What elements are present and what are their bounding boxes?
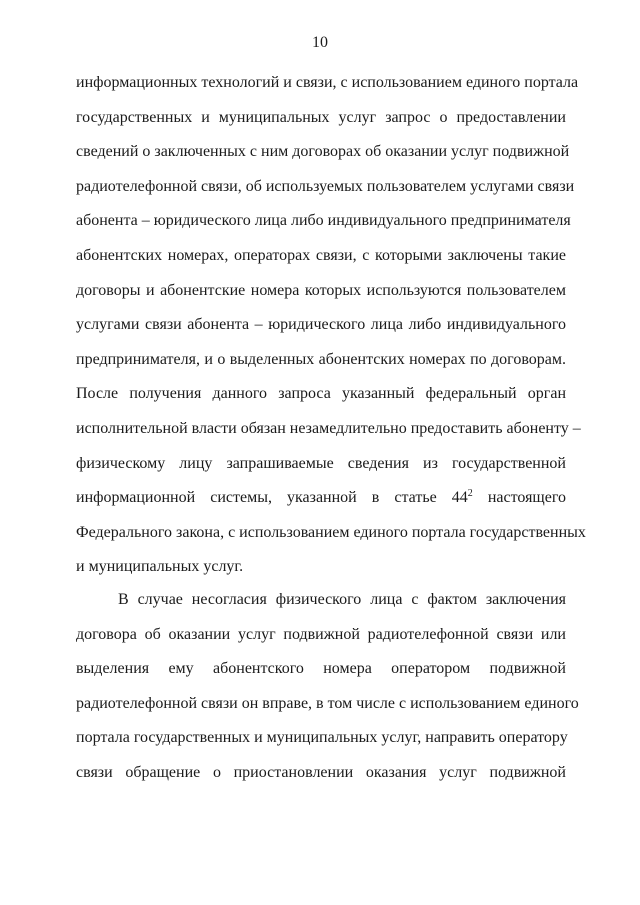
- text-line: абонента – юридического лица либо индивидуального предпринимателя: [76, 212, 571, 230]
- paragraph-2: [76, 583, 579, 791]
- article-superscript: 2: [467, 488, 473, 500]
- text-line: После получения данного запроса указанный федеральный орган: [76, 385, 566, 403]
- text-line-part: информационной системы, указанной в статье 44: [76, 489, 468, 507]
- text-line: портала государственных и муниципальных услуг, направить оператору: [76, 729, 568, 747]
- text-line: сведений о заключенных с ним договорах об оказании услуг подвижной: [76, 143, 570, 161]
- text-line-last: и муниципальных услуг.: [76, 558, 244, 576]
- text-line-part: настоящего: [472, 489, 567, 507]
- text-line: договоры и абонентские номера которых используются пользователем: [76, 281, 566, 299]
- paragraph-1: [76, 66, 586, 585]
- text-line: Федерального закона, с использованием единого портала государственных: [76, 523, 586, 541]
- text-line: государственных и муниципальных услуг запрос о предоставлении: [76, 108, 566, 126]
- text-line: услугами связи абонента – юридического лица либо индивидуального: [76, 316, 566, 334]
- page-number: 10: [312, 34, 328, 51]
- text-line: радиотелефонной связи он вправе, в том числе с использованием единого: [76, 694, 579, 712]
- text-line: выделения ему абонентского номера оператором подвижной: [76, 660, 566, 678]
- text-line: радиотелефонной связи, об используемых пользователем услугами связи: [76, 177, 575, 195]
- text-line-indented: В случае несогласия физического лица с фактом заключения: [118, 591, 566, 608]
- text-line: исполнительной власти обязан незамедлительно предоставить абоненту –: [76, 419, 581, 437]
- text-line: физическому лицу запрашиваемые сведения из государственной: [76, 454, 566, 472]
- text-line: информационных технологий и связи, с использованием единого портала: [76, 74, 579, 91]
- text-line-article-ref: [76, 481, 566, 516]
- text-line: предпринимателя, и о выделенных абонентских номерах по договорам.: [76, 350, 566, 368]
- text-line: абонентских номерах, операторах связи, с которыми заключены такие: [76, 246, 566, 264]
- text-line: связи обращение о приостановлении оказания услуг подвижной: [76, 763, 566, 781]
- text-line: договора об оказании услуг подвижной радиотелефонной связи или: [76, 625, 566, 643]
